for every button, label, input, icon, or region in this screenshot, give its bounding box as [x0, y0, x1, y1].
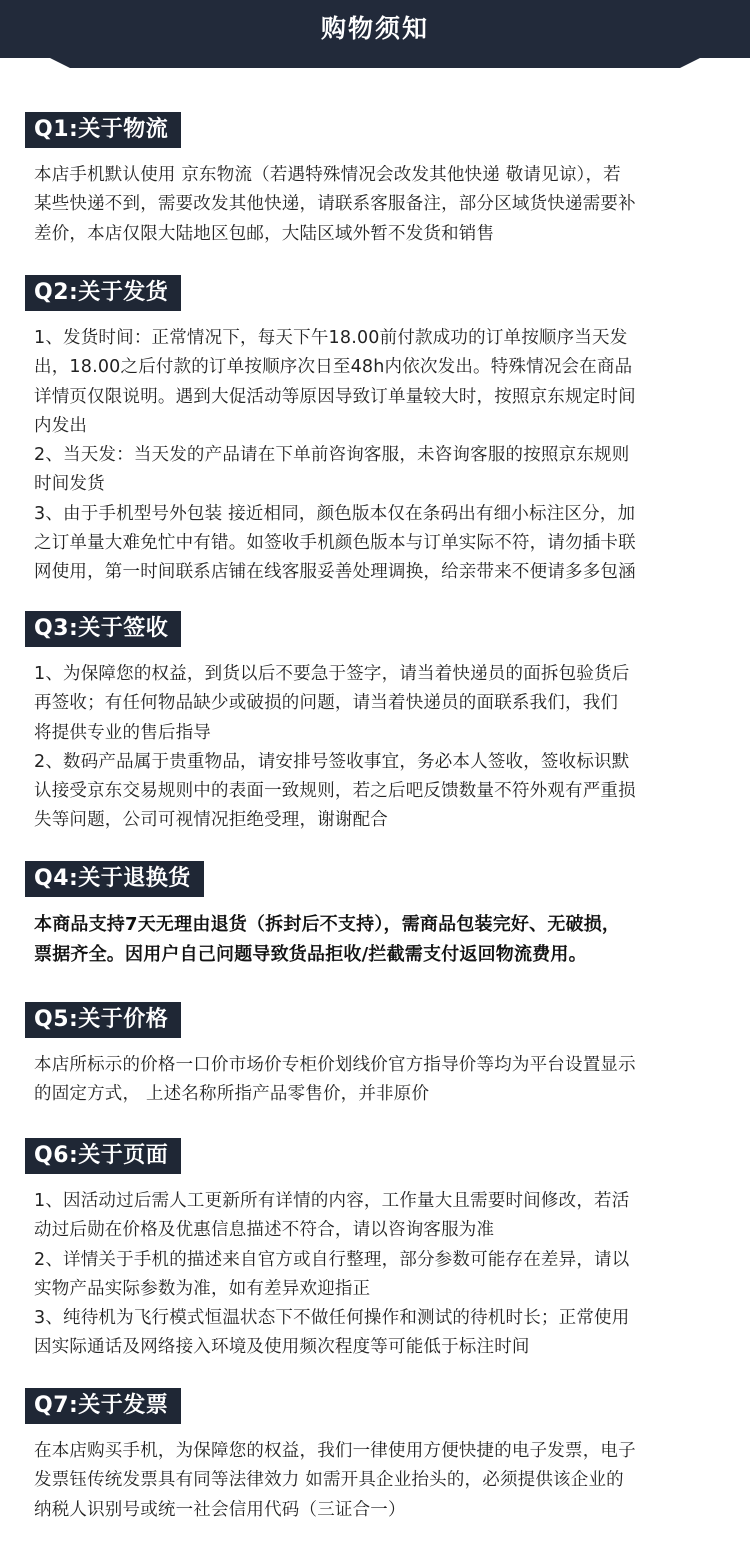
section-q6 — [25, 1138, 725, 1363]
body-line: 再签收；有任何物品缺少或破损的问题，请当着快递员的面联系我们，我们 — [34, 693, 619, 714]
body-line: 3、纯待机为飞行模式恒温状态下不做任何操作和测试的待机时长；正常使用 — [34, 1308, 630, 1329]
body-line: 本店所标示的价格一口价市场价专柜价划线价官方指导价等均为平台设置显示 — [34, 1055, 636, 1075]
section-q5 — [25, 1002, 725, 1110]
body-line: 3、由于手机型号外包装 接近相同，颜色版本仅在条码出有细小标注区分，加 — [34, 503, 636, 524]
section-q3 — [25, 611, 725, 836]
section-body — [25, 1187, 725, 1363]
section-label: Q2:关于发货 — [25, 275, 181, 311]
section-label: Q1:关于物流 — [25, 112, 181, 148]
body-line: 发票钰传统发票具有同等法律效力 如需开具企业抬头的，必须提供该企业的 — [34, 1470, 624, 1491]
body-line: 因实际通话及网络接入环境及使用频次程度等可能低于标注时间 — [34, 1337, 530, 1358]
section-label: Q7:关于发票 — [25, 1388, 181, 1424]
section-label: Q4:关于退换货 — [25, 861, 204, 897]
body-line: 差价，本店仅限大陆地区包邮，大陆区域外暂不发货和销售 — [34, 223, 495, 244]
section-body — [25, 324, 725, 588]
body-line: 2、数码产品属于贵重物品，请安排号签收事宜，务必本人签收，签收标识默 — [34, 751, 630, 772]
body-line: 纳税人识别号或统一社会信用代码（三证合一） — [34, 1499, 406, 1520]
body-line: 认接受京东交易规则中的表面一致规则，若之后吧反馈数量不符外观有严重损 — [34, 781, 636, 802]
body-line: 本店手机默认使用 京东物流（若遇特殊情况会改发其他快递 敬请见谅），若 — [34, 165, 621, 185]
section-label: Q3:关于签收 — [25, 611, 181, 647]
body-line: 实物产品实际参数为准，如有差异欢迎指正 — [34, 1278, 371, 1299]
section-body — [25, 660, 725, 836]
section-body — [25, 1437, 725, 1525]
section-body — [25, 910, 725, 970]
section-body — [25, 1051, 725, 1110]
body-line: 时间发货 — [34, 474, 105, 495]
body-line: 某些快递不到，需要改发其他快递，请联系客服备注，部分区域货快递需要补 — [34, 194, 636, 215]
body-line: 详情页仅限说明。遇到大促活动等原因导致订单量较大时，按照京东规定时间 — [34, 386, 636, 407]
body-line: 1、发货时间：正常情况下，每天下午18.00前付款成功的订单按顺序当天发 — [34, 328, 628, 348]
body-line: 1、为保障您的权益，到货以后不要急于签字，请当着快递员的面拆包验货后 — [34, 664, 630, 684]
body-line: 在本店购买手机，为保障您的权益，我们一律使用方便快捷的电子发票，电子 — [34, 1441, 636, 1461]
section-body — [25, 161, 725, 249]
body-line: 网使用，第一时间联系店铺在线客服妥善处理调换，给亲带来不便请多多包涵 — [34, 562, 636, 583]
body-line: 本商品支持7天无理由退货（拆封后不支持），需商品包装完好、无破损， — [34, 914, 621, 935]
header-banner — [0, 0, 750, 68]
body-line: 1、因活动过后需人工更新所有详情的内容，工作量大且需要时间修改，若活 — [34, 1191, 630, 1211]
body-line: 失等问题，公司可视情况拒绝受理，谢谢配合 — [34, 810, 388, 831]
body-line: 将提供专业的售后指导 — [34, 722, 211, 743]
body-line: 内发出 — [34, 415, 88, 436]
body-line: 票据齐全。因用户自己问题导致货品拒收/拦截需支付返回物流费用。 — [34, 944, 587, 965]
section-label: Q6:关于页面 — [25, 1138, 181, 1174]
page-title: 购物须知 — [320, 14, 429, 43]
section-q1 — [25, 112, 725, 249]
body-line: 之订单量大难免忙中有错。如签收手机颜色版本与订单实际不符，请勿插卡联 — [34, 533, 636, 554]
section-q2 — [25, 275, 725, 588]
body-line: 的固定方式， 上述名称所指产品零售价，并非原价 — [34, 1084, 430, 1105]
section-label: Q5:关于价格 — [25, 1002, 181, 1038]
body-line: 2、详情关于手机的描述来自官方或自行整理，部分参数可能存在差异，请以 — [34, 1249, 630, 1270]
section-q4 — [25, 861, 725, 970]
body-line: 2、当天发：当天发的产品请在下单前咨询客服，未咨询客服的按照京东规则 — [34, 445, 630, 466]
body-line: 出，18.00之后付款的订单按顺序次日至48h内依次发出。特殊情况会在商品 — [34, 357, 633, 378]
section-q7 — [25, 1388, 725, 1525]
body-line: 动过后勋在价格及优惠信息描述不符合，请以咨询客服为准 — [34, 1220, 495, 1241]
